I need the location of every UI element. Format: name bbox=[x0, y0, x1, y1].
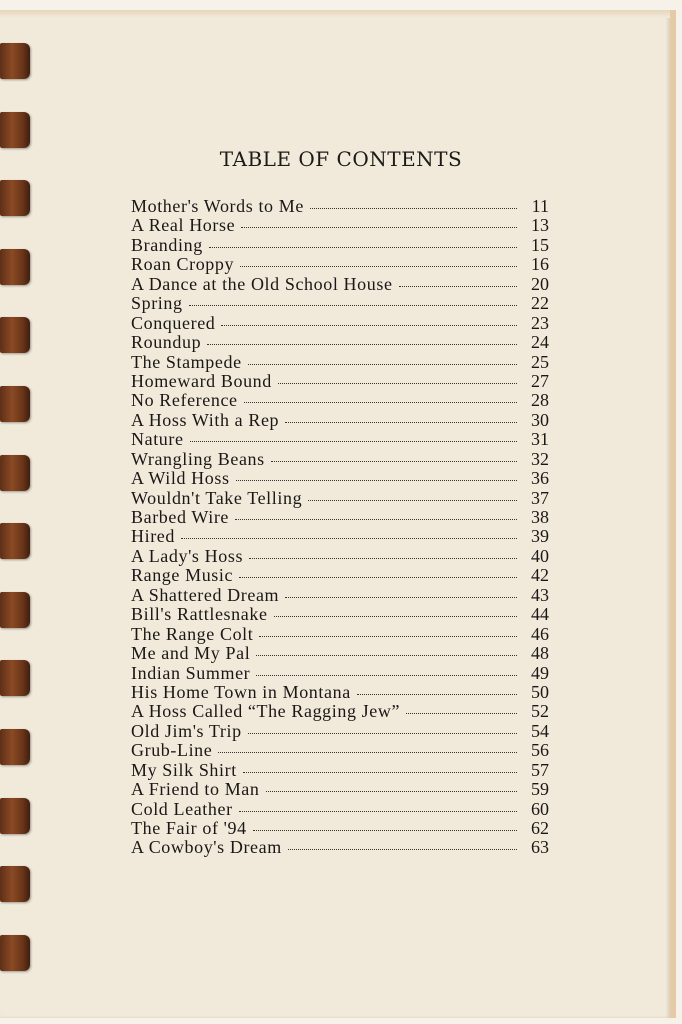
dot-leader bbox=[244, 402, 517, 403]
toc-entry bbox=[131, 701, 549, 720]
toc-entry bbox=[131, 565, 549, 584]
toc-entry bbox=[131, 449, 549, 468]
toc-entry bbox=[131, 313, 549, 332]
toc-entry-title: Me and My Pal bbox=[131, 643, 251, 664]
dot-leader bbox=[221, 325, 517, 326]
toc-entry bbox=[131, 526, 549, 545]
toc-entry-page-number: 46 bbox=[531, 623, 549, 644]
toc-entry-title: A Real Horse bbox=[131, 215, 236, 236]
toc-entry-page-number: 56 bbox=[531, 740, 549, 761]
toc-entry-title: Branding bbox=[131, 234, 203, 255]
toc-entry-title: Mother's Words to Me bbox=[131, 196, 304, 216]
toc-entry-page-number: 60 bbox=[531, 798, 549, 819]
dot-leader bbox=[271, 461, 517, 462]
toc-entry-title: A Cowboy's Dream bbox=[131, 837, 282, 858]
toc-entry-page-number: 15 bbox=[531, 234, 549, 255]
toc-entry-page-number: 57 bbox=[531, 759, 549, 780]
dot-leader bbox=[256, 675, 517, 676]
dot-leader bbox=[243, 772, 517, 773]
toc-entry bbox=[131, 488, 549, 507]
toc-entry-title: Barbed Wire bbox=[131, 507, 230, 527]
toc-entry-page-number: 31 bbox=[531, 429, 549, 450]
binding-coil bbox=[0, 866, 30, 902]
toc-entry bbox=[131, 837, 549, 856]
dot-leader bbox=[259, 636, 517, 637]
binding-coil bbox=[0, 523, 30, 559]
toc-entry-title: The Fair of '94 bbox=[131, 818, 247, 838]
toc-entry-title: Roan Croppy bbox=[131, 254, 235, 275]
dot-leader bbox=[240, 266, 517, 267]
toc-entry-title: A Shattered Dream bbox=[131, 584, 280, 605]
toc-entry-page-number: 62 bbox=[531, 818, 549, 838]
toc-entry-page-number: 24 bbox=[531, 332, 549, 353]
toc-entry-page-number: 27 bbox=[531, 370, 549, 391]
toc-entry-title: Conquered bbox=[131, 312, 216, 333]
toc-entry-title: Hired bbox=[131, 526, 175, 547]
toc-entry bbox=[131, 390, 549, 409]
toc-entry bbox=[131, 215, 549, 234]
toc-entry bbox=[131, 585, 549, 604]
toc-entry bbox=[131, 371, 549, 390]
toc-entry-title: The Range Colt bbox=[131, 623, 254, 644]
binding-coil bbox=[0, 112, 30, 148]
dot-leader bbox=[248, 733, 517, 734]
toc-entry-page-number: 63 bbox=[531, 837, 549, 858]
toc-entry-page-number: 40 bbox=[531, 545, 549, 566]
toc-entry-title: A Friend to Man bbox=[131, 779, 260, 800]
dot-leader bbox=[266, 791, 518, 792]
dot-leader bbox=[357, 694, 517, 695]
dot-leader bbox=[181, 538, 517, 539]
dot-leader bbox=[218, 752, 517, 753]
dot-leader bbox=[241, 227, 517, 228]
toc-entry-page-number: 54 bbox=[531, 720, 549, 741]
toc-entry-title: Bill's Rattlesnake bbox=[131, 604, 268, 625]
toc-entry bbox=[131, 352, 549, 371]
dot-leader bbox=[285, 422, 517, 423]
toc-entry bbox=[131, 507, 549, 526]
toc-entry-page-number: 36 bbox=[531, 468, 549, 489]
toc-entry-title: A Lady's Hoss bbox=[131, 545, 244, 566]
toc-entry-title: Nature bbox=[131, 429, 184, 450]
dot-leader bbox=[310, 208, 517, 209]
toc-entry-page-number: 32 bbox=[531, 448, 549, 469]
binding-coil bbox=[0, 455, 30, 491]
toc-entry-page-number: 52 bbox=[531, 701, 549, 722]
toc-entry bbox=[131, 799, 549, 818]
binding-coil bbox=[0, 249, 30, 285]
dot-leader bbox=[256, 655, 517, 656]
toc-entry-title: A Hoss With a Rep bbox=[131, 409, 280, 430]
toc-entry-page-number: 42 bbox=[531, 565, 549, 586]
toc-entry bbox=[131, 468, 549, 487]
toc-entry-page-number: 22 bbox=[531, 293, 549, 314]
toc-entry bbox=[131, 682, 549, 701]
toc-entry-page-number: 28 bbox=[531, 390, 549, 411]
dot-leader bbox=[239, 577, 517, 578]
toc-entry-page-number: 44 bbox=[531, 604, 549, 625]
toc-entry bbox=[131, 721, 549, 740]
dot-leader bbox=[239, 811, 517, 812]
toc-entry-title: My Silk Shirt bbox=[131, 759, 237, 780]
dot-leader bbox=[274, 616, 517, 617]
toc-entry-page-number: 37 bbox=[531, 487, 549, 508]
toc-entry-title: Wouldn't Take Telling bbox=[131, 487, 303, 508]
dot-leader bbox=[253, 830, 517, 831]
toc-entry-page-number: 30 bbox=[531, 409, 549, 430]
toc-entry-title: Homeward Bound bbox=[131, 370, 272, 391]
toc-entry-title: Wrangling Beans bbox=[131, 448, 265, 469]
dot-leader bbox=[190, 441, 517, 442]
dot-leader bbox=[399, 286, 517, 287]
toc-entry-title: Range Music bbox=[131, 565, 234, 586]
toc-entry-page-number: 13 bbox=[531, 215, 549, 236]
toc-entry-title: Spring bbox=[131, 293, 183, 314]
toc-entry-title: Grub-Line bbox=[131, 740, 213, 761]
toc-entry-title: The Stampede bbox=[131, 351, 242, 372]
binding-coil bbox=[0, 798, 30, 834]
dot-leader bbox=[406, 713, 517, 714]
binding-coil bbox=[0, 729, 30, 765]
binding-coil bbox=[0, 592, 30, 628]
dot-leader bbox=[249, 558, 517, 559]
toc-entry-page-number: 50 bbox=[531, 681, 549, 702]
binding-coil bbox=[0, 43, 30, 79]
toc-entry-title: Indian Summer bbox=[131, 662, 251, 683]
toc-entry-page-number: 16 bbox=[531, 254, 549, 275]
toc-entry bbox=[131, 779, 549, 798]
toc-entry-title: Cold Leather bbox=[131, 798, 233, 819]
toc-entry bbox=[131, 293, 549, 312]
toc-entry bbox=[131, 663, 549, 682]
toc-entry-page-number: 20 bbox=[531, 273, 549, 294]
toc-entry bbox=[131, 624, 549, 643]
dot-leader bbox=[235, 519, 517, 520]
toc-entry-page-number: 43 bbox=[531, 584, 549, 605]
toc-entry bbox=[131, 643, 549, 662]
binding-coil bbox=[0, 660, 30, 696]
toc-entry-page-number: 25 bbox=[531, 351, 549, 372]
toc-entry-page-number: 49 bbox=[531, 662, 549, 683]
toc-entry-page-number: 11 bbox=[531, 196, 549, 216]
toc-entry bbox=[131, 818, 549, 837]
binding-coil bbox=[0, 317, 30, 353]
toc-entry-page-number: 48 bbox=[531, 643, 549, 664]
toc-entry bbox=[131, 274, 549, 293]
toc-entry bbox=[131, 546, 549, 565]
dot-leader bbox=[207, 344, 517, 345]
toc-entry-page-number: 39 bbox=[531, 526, 549, 547]
toc-entry bbox=[131, 235, 549, 254]
toc-entry bbox=[131, 429, 549, 448]
toc-entry-title: No Reference bbox=[131, 390, 238, 411]
toc-entry-title: A Hoss Called “The Ragging Jew” bbox=[131, 701, 401, 722]
binding-coil bbox=[0, 386, 30, 422]
toc-entry-page-number: 38 bbox=[531, 507, 549, 527]
dot-leader bbox=[189, 305, 517, 306]
toc-entry-page-number: 23 bbox=[531, 312, 549, 333]
toc-entry-title: Old Jim's Trip bbox=[131, 720, 242, 741]
dot-leader bbox=[209, 247, 517, 248]
dot-leader bbox=[278, 383, 517, 384]
table-of-contents bbox=[131, 196, 549, 857]
toc-entry bbox=[131, 196, 549, 215]
binding-coil bbox=[0, 935, 30, 971]
toc-entry-page-number: 59 bbox=[531, 779, 549, 800]
toc-entry-title: A Wild Hoss bbox=[131, 468, 230, 489]
toc-entry bbox=[131, 332, 549, 351]
toc-entry-title: Roundup bbox=[131, 332, 202, 353]
page-title: TABLE OF CONTENTS bbox=[219, 147, 463, 171]
toc-entry bbox=[131, 254, 549, 273]
binding-coil bbox=[0, 180, 30, 216]
toc-entry bbox=[131, 604, 549, 623]
toc-entry-title: A Dance at the Old School House bbox=[131, 273, 393, 294]
toc-entry bbox=[131, 760, 549, 779]
dot-leader bbox=[236, 480, 517, 481]
toc-entry bbox=[131, 740, 549, 759]
dot-leader bbox=[248, 364, 517, 365]
dot-leader bbox=[288, 849, 517, 850]
dot-leader bbox=[308, 500, 517, 501]
toc-entry-title: His Home Town in Montana bbox=[131, 681, 351, 702]
dot-leader bbox=[285, 597, 517, 598]
toc-entry bbox=[131, 410, 549, 429]
